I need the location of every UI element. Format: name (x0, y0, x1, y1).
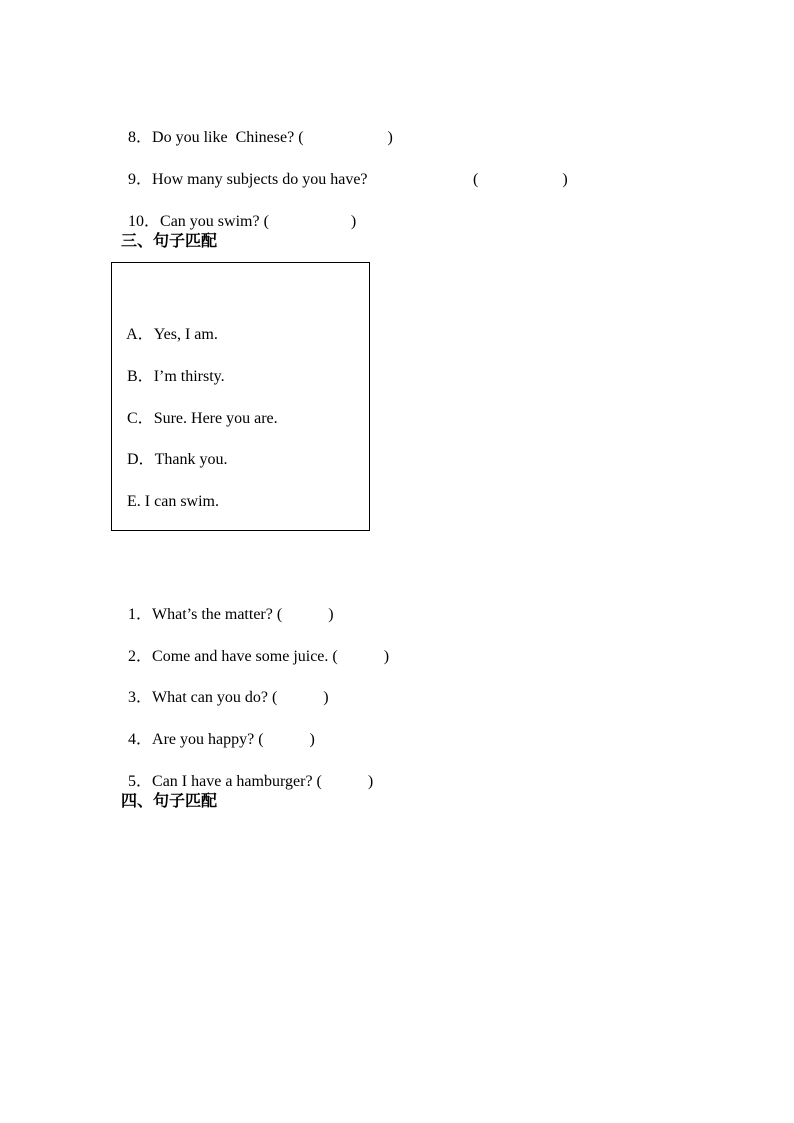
option-text: Sure. Here you are. (153, 410, 278, 427)
option-letter: A． (126, 326, 154, 343)
section-3-heading: 三、句子匹配 (121, 231, 218, 250)
question-number: 4． (128, 731, 153, 748)
close-paren: ) (309, 731, 315, 748)
close-paren: ) (367, 773, 374, 790)
question-number: 9． (128, 171, 153, 188)
match-question-1 (120, 585, 334, 625)
option-letter: B． (127, 368, 154, 385)
option-a (119, 305, 218, 345)
question-text: Can you swim? ( (160, 213, 269, 230)
option-text: Yes, I am. (153, 326, 218, 343)
open-paren: ( (473, 171, 479, 188)
question-number: 8． (128, 129, 153, 146)
option-letter: D． (127, 451, 155, 468)
question-text: Do you like Chinese? ( (152, 129, 304, 146)
question-text: What can you do? ( (152, 689, 278, 706)
question-number: 5． (128, 773, 153, 790)
question-text: Come and have some juice. ( (152, 648, 338, 665)
match-question-3 (120, 668, 329, 708)
close-paren: ) (387, 129, 393, 146)
option-text: I’m thirsty. (153, 368, 225, 385)
question-text: What’s the matter? ( (152, 606, 283, 623)
close-paren: ) (323, 689, 329, 706)
question-number: 1． (128, 606, 153, 623)
question-text: Are you happy? ( (152, 731, 264, 748)
question-8 (120, 108, 393, 148)
question-number: 10． (128, 213, 161, 230)
option-letter: C． (127, 410, 154, 427)
option-b (119, 347, 225, 387)
option-c (119, 389, 278, 429)
option-d (119, 430, 227, 470)
match-question-2 (120, 627, 389, 667)
question-text: How many subjects do you have? (152, 171, 368, 188)
close-paren: ) (328, 606, 334, 623)
close-paren: ) (383, 648, 390, 665)
option-text: I can swim. (140, 493, 219, 510)
match-question-5 (120, 752, 373, 792)
question-9-answer (465, 150, 568, 190)
match-question-4 (120, 710, 315, 750)
question-number: 3． (128, 689, 153, 706)
option-letter: E. (127, 493, 141, 510)
option-text: Thank you. (154, 451, 228, 468)
question-10 (120, 192, 356, 232)
close-paren: ) (350, 213, 357, 230)
option-e (119, 472, 219, 512)
close-paren: ) (562, 171, 568, 188)
question-number: 2． (128, 648, 153, 665)
question-text: Can I have a hamburger? ( (152, 773, 322, 790)
question-9 (120, 150, 368, 190)
section-4-heading: 四、句子匹配 (121, 791, 218, 810)
